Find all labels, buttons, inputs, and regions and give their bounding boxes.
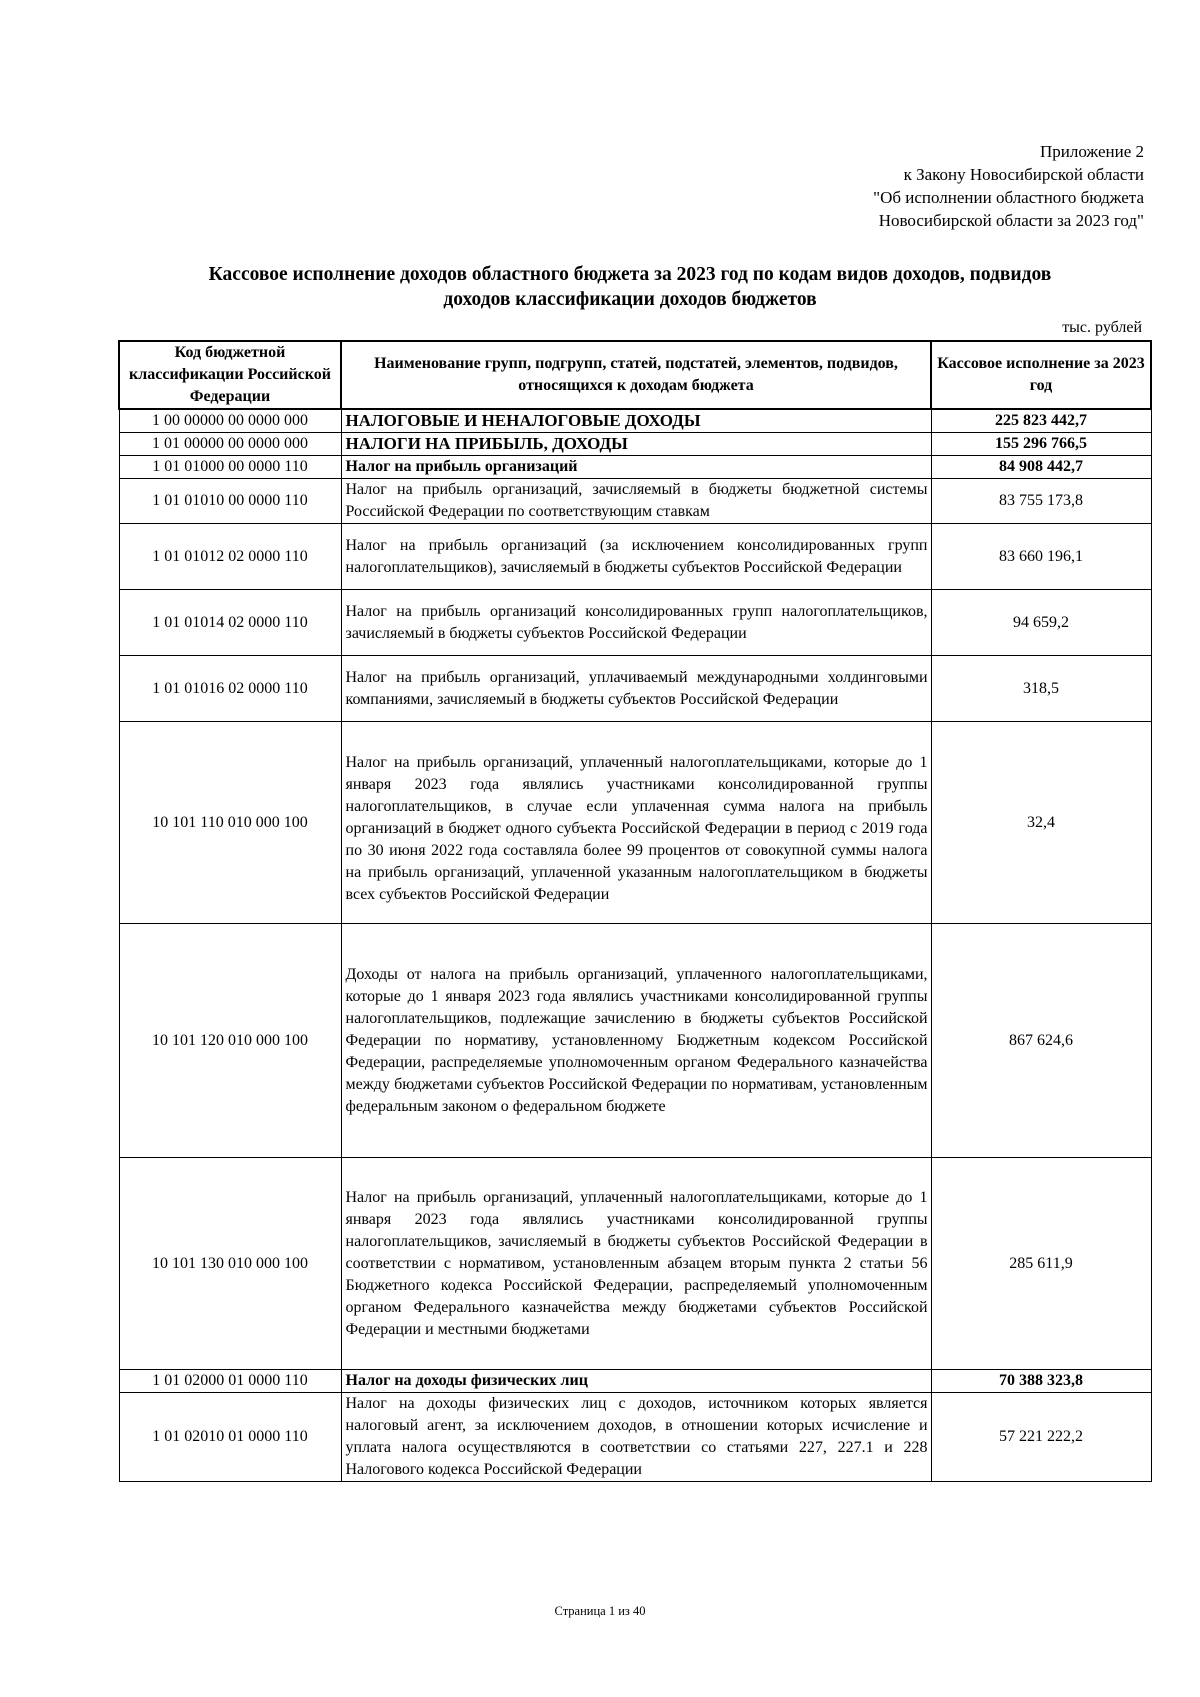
table-row xyxy=(119,924,1151,1158)
row-code: 1 01 02000 01 0000 110 xyxy=(119,1370,341,1393)
row-code: 1 01 01000 00 0000 110 xyxy=(119,456,341,479)
table-row xyxy=(119,479,1151,524)
row-amount: 318,5 xyxy=(931,656,1151,722)
row-code: 10 101 130 010 000 100 xyxy=(119,1158,341,1370)
units-label: тыс. рублей xyxy=(1062,319,1142,336)
row-amount: 32,4 xyxy=(931,722,1151,924)
row-amount: 84 908 442,7 xyxy=(931,456,1151,479)
row-amount: 225 823 442,7 xyxy=(931,409,1151,433)
table-row xyxy=(119,722,1151,924)
revenue-table xyxy=(118,340,1152,1482)
row-name: Налог на доходы физических лиц с доходов, источником которых является налоговый агент, за исключением доходов, в отношении которых исчисление и уплата налога осуществляются в соответствии со статьями 227, 227.1 и 228 Налогового кодекса Российской Федерации xyxy=(341,1393,931,1482)
table-row xyxy=(119,1393,1151,1482)
table-row xyxy=(119,590,1151,656)
row-amount: 83 755 173,8 xyxy=(931,479,1151,524)
row-amount: 285 611,9 xyxy=(931,1158,1151,1370)
row-amount: 57 221 222,2 xyxy=(931,1393,1151,1482)
document-title xyxy=(110,262,1150,312)
row-name: Налог на прибыль организаций консолидированных групп налогоплательщиков, зачисляемый в бюджеты субъектов Российской Федерации xyxy=(341,590,931,656)
header-code: Код бюджетной классификации Российской Федерации xyxy=(119,341,341,409)
title-line: доходов классификации доходов бюджетов xyxy=(443,289,817,310)
table-row xyxy=(119,656,1151,722)
row-code: 1 01 02010 01 0000 110 xyxy=(119,1393,341,1482)
row-name: Налог на доходы физических лиц xyxy=(341,1370,931,1393)
row-code: 1 01 00000 00 0000 000 xyxy=(119,433,341,456)
row-name: Налог на прибыль организаций, уплаченный налогоплательщиками, которые до 1 января 2023 года являлись участниками консолидированной группы налогоплательщиков, в случае если уплаченная сумма налога на прибыль организаций в бюджет одного субъекта Российской Федерации в период с 2019 года по 30 июня 2022 года составляла более 99 процентов от совокупной суммы налога на прибыль организаций, уплаченной указанным налогоплательщиком в бюджеты всех субъектов Российской Федерации xyxy=(341,722,931,924)
header-name: Наименование групп, подгрупп, статей, подстатей, элементов, подвидов, относящихся к доходам бюджета xyxy=(341,341,931,409)
row-code: 1 01 01012 02 0000 110 xyxy=(119,524,341,590)
appendix-line: Новосибирской области за 2023 год" xyxy=(878,211,1144,230)
appendix-line: "Об исполнении областного бюджета xyxy=(873,188,1144,207)
row-name: НАЛОГИ НА ПРИБЫЛЬ, ДОХОДЫ xyxy=(341,433,931,456)
row-name: Налог на прибыль организаций, уплаченный налогоплательщиками, которые до 1 января 2023 года являлись участниками консолидированной группы налогоплательщиков, зачисляемый в бюджеты субъектов Российской Федерации в соответствии с нормативом, установленным абзацем вторым пункта 2 статьи 56 Бюджетного кодекса Российской Федерации, распределяемый уполномоченным органом Федерального казначейства между бюджетами субъектов Российской Федерации и местными бюджетами xyxy=(341,1158,931,1370)
row-amount: 83 660 196,1 xyxy=(931,524,1151,590)
row-amount: 155 296 766,5 xyxy=(931,433,1151,456)
row-name: Налог на прибыль организаций xyxy=(341,456,931,479)
row-name: НАЛОГОВЫЕ И НЕНАЛОГОВЫЕ ДОХОДЫ xyxy=(341,409,931,433)
row-code: 1 00 00000 00 0000 000 xyxy=(119,409,341,433)
appendix-note xyxy=(873,140,1144,232)
row-name: Доходы от налога на прибыль организаций, уплаченного налогоплательщиками, которые до 1 января 2023 года являлись участниками консолидированной группы налогоплательщиков, подлежащие зачислению в бюджеты субъектов Российской Федерации по нормативу, установленному Бюджетным кодексом Российской Федерации, распределяемые уполномоченным органом Федерального казначейства между бюджетами субъектов Российской Федерации по нормативам, установленным федеральным законом о федеральном бюджете xyxy=(341,924,931,1158)
row-code: 1 01 01014 02 0000 110 xyxy=(119,590,341,656)
row-amount: 867 624,6 xyxy=(931,924,1151,1158)
row-name: Налог на прибыль организаций, уплачиваемый международными холдинговыми компаниями, зачисляемый в бюджеты субъектов Российской Федерации xyxy=(341,656,931,722)
table-row xyxy=(119,1370,1151,1393)
title-line: Кассовое исполнение доходов областного бюджета за 2023 год по кодам видов доходов, подвидов xyxy=(208,264,1052,285)
table-row xyxy=(119,524,1151,590)
table-row xyxy=(119,433,1151,456)
header-amount: Кассовое исполнение за 2023 год xyxy=(931,341,1151,409)
row-amount: 94 659,2 xyxy=(931,590,1151,656)
table-row xyxy=(119,1158,1151,1370)
table-header-row xyxy=(119,341,1151,409)
row-code: 10 101 120 010 000 100 xyxy=(119,924,341,1158)
row-code: 10 101 110 010 000 100 xyxy=(119,722,341,924)
row-code: 1 01 01010 00 0000 110 xyxy=(119,479,341,524)
row-amount: 70 388 323,8 xyxy=(931,1370,1151,1393)
appendix-line: Приложение 2 xyxy=(1040,142,1144,161)
row-code: 1 01 01016 02 0000 110 xyxy=(119,656,341,722)
row-name: Налог на прибыль организаций (за исключением консолидированных групп налогоплательщиков), зачисляемый в бюджеты субъектов Российской Федерации xyxy=(341,524,931,590)
table-row xyxy=(119,456,1151,479)
page-footer: Страница 1 из 40 xyxy=(554,1604,646,1618)
appendix-line: к Закону Новосибирской области xyxy=(903,165,1144,184)
row-name: Налог на прибыль организаций, зачисляемый в бюджеты бюджетной системы Российской Федерации по соответствующим ставкам xyxy=(341,479,931,524)
table-row xyxy=(119,409,1151,433)
